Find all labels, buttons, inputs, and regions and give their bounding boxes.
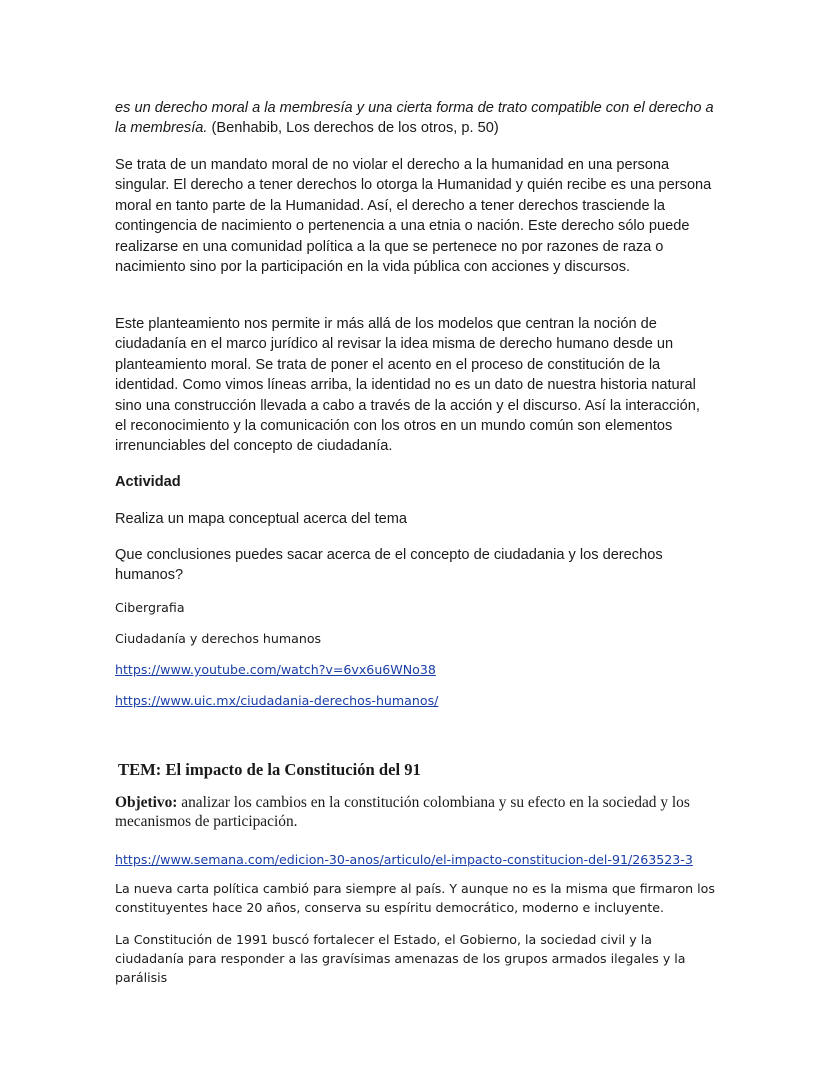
topic-paragraph-2: La Constitución de 1991 buscó fortalecer el Estado, el Gobierno, la sociedad civil y la ciudadanía para responder a las gravísimas amenazas de los grupos armados ilegales y la parálisis bbox=[115, 932, 686, 985]
cybergraphy-heading: Cibergrafia bbox=[115, 600, 185, 615]
objective-label: Objetivo: bbox=[115, 794, 178, 811]
topic-title: TEM: El impacto de la Constitución del 91 bbox=[118, 760, 421, 779]
quote-italic: es un derecho moral a la membresía y una cierta forma de trato compatible con el derecho a la membresía. bbox=[115, 100, 714, 137]
activity-item-2: Que conclusiones puedes sacar acerca de el concepto de ciudadania y los derechos humanos? bbox=[115, 547, 663, 584]
quote-citation: (Benhabib, Los derechos de los otros, p. 50) bbox=[207, 120, 499, 137]
uic-link-text[interactable]: https://www.uic.mx/ciudadania-derechos-humanos/ bbox=[115, 693, 439, 708]
youtube-link[interactable] bbox=[115, 660, 715, 679]
objective-text: analizar los cambios en la constitución colombiana y su efecto en la sociedad y los mecanismos de participación. bbox=[115, 794, 690, 830]
quote-paragraph bbox=[115, 98, 715, 139]
uic-link[interactable] bbox=[115, 691, 715, 710]
semana-link-text[interactable]: https://www.semana.com/edicion-30-anos/articulo/el-impacto-constitucion-del-91/263523-3 bbox=[115, 852, 693, 867]
youtube-link-text[interactable]: https://www.youtube.com/watch?v=6vx6u6WNo38 bbox=[115, 662, 436, 677]
body-paragraph-1: Se trata de un mandato moral de no violar el derecho a la humanidad en una persona singular. El derecho a tener derechos lo otorga la Humanidad y quién recibe es una persona moral en tanto parte de la Humanidad. Así, el derecho a tener derechos trasciende la contingencia de nacimiento o pertenencia a una etnia o nación. Este derecho sólo puede realizarse en una comunidad política a la que se pertenece no por razones de raza o nacimiento sino por la participación en la vida pública con acciones y discursos. bbox=[115, 157, 712, 276]
activity-heading: Actividad bbox=[115, 474, 181, 490]
cybergraphy-subheading: Ciudadanía y derechos humanos bbox=[115, 631, 322, 646]
body-paragraph-2: Este planteamiento nos permite ir más allá de los modelos que centran la noción de ciudadanía en el marco jurídico al revisar la idea misma de derecho humano desde un planteamiento moral. Se trata de poner el acento en el proceso de constitución de la identidad. Como vimos líneas arriba, la identidad no es un dato de nuestra historia natural sino una construcción llevada a cabo a través de la acción y el discurso. Así la interacción, el reconocimiento y la comunicación con los otros en un mundo común son elementos irrenunciables del concepto de ciudadanía. bbox=[115, 316, 700, 455]
activity-item-1: Realiza un mapa conceptual acerca del tema bbox=[115, 511, 408, 527]
semana-link[interactable] bbox=[115, 850, 755, 869]
topic-paragraph-1: La nueva carta política cambió para siempre al país. Y aunque no es la misma que firmaron los constituyentes hace 20 años, conserva su espíritu democrático, moderno e incluyente. bbox=[115, 881, 715, 915]
objective-paragraph bbox=[115, 794, 725, 831]
